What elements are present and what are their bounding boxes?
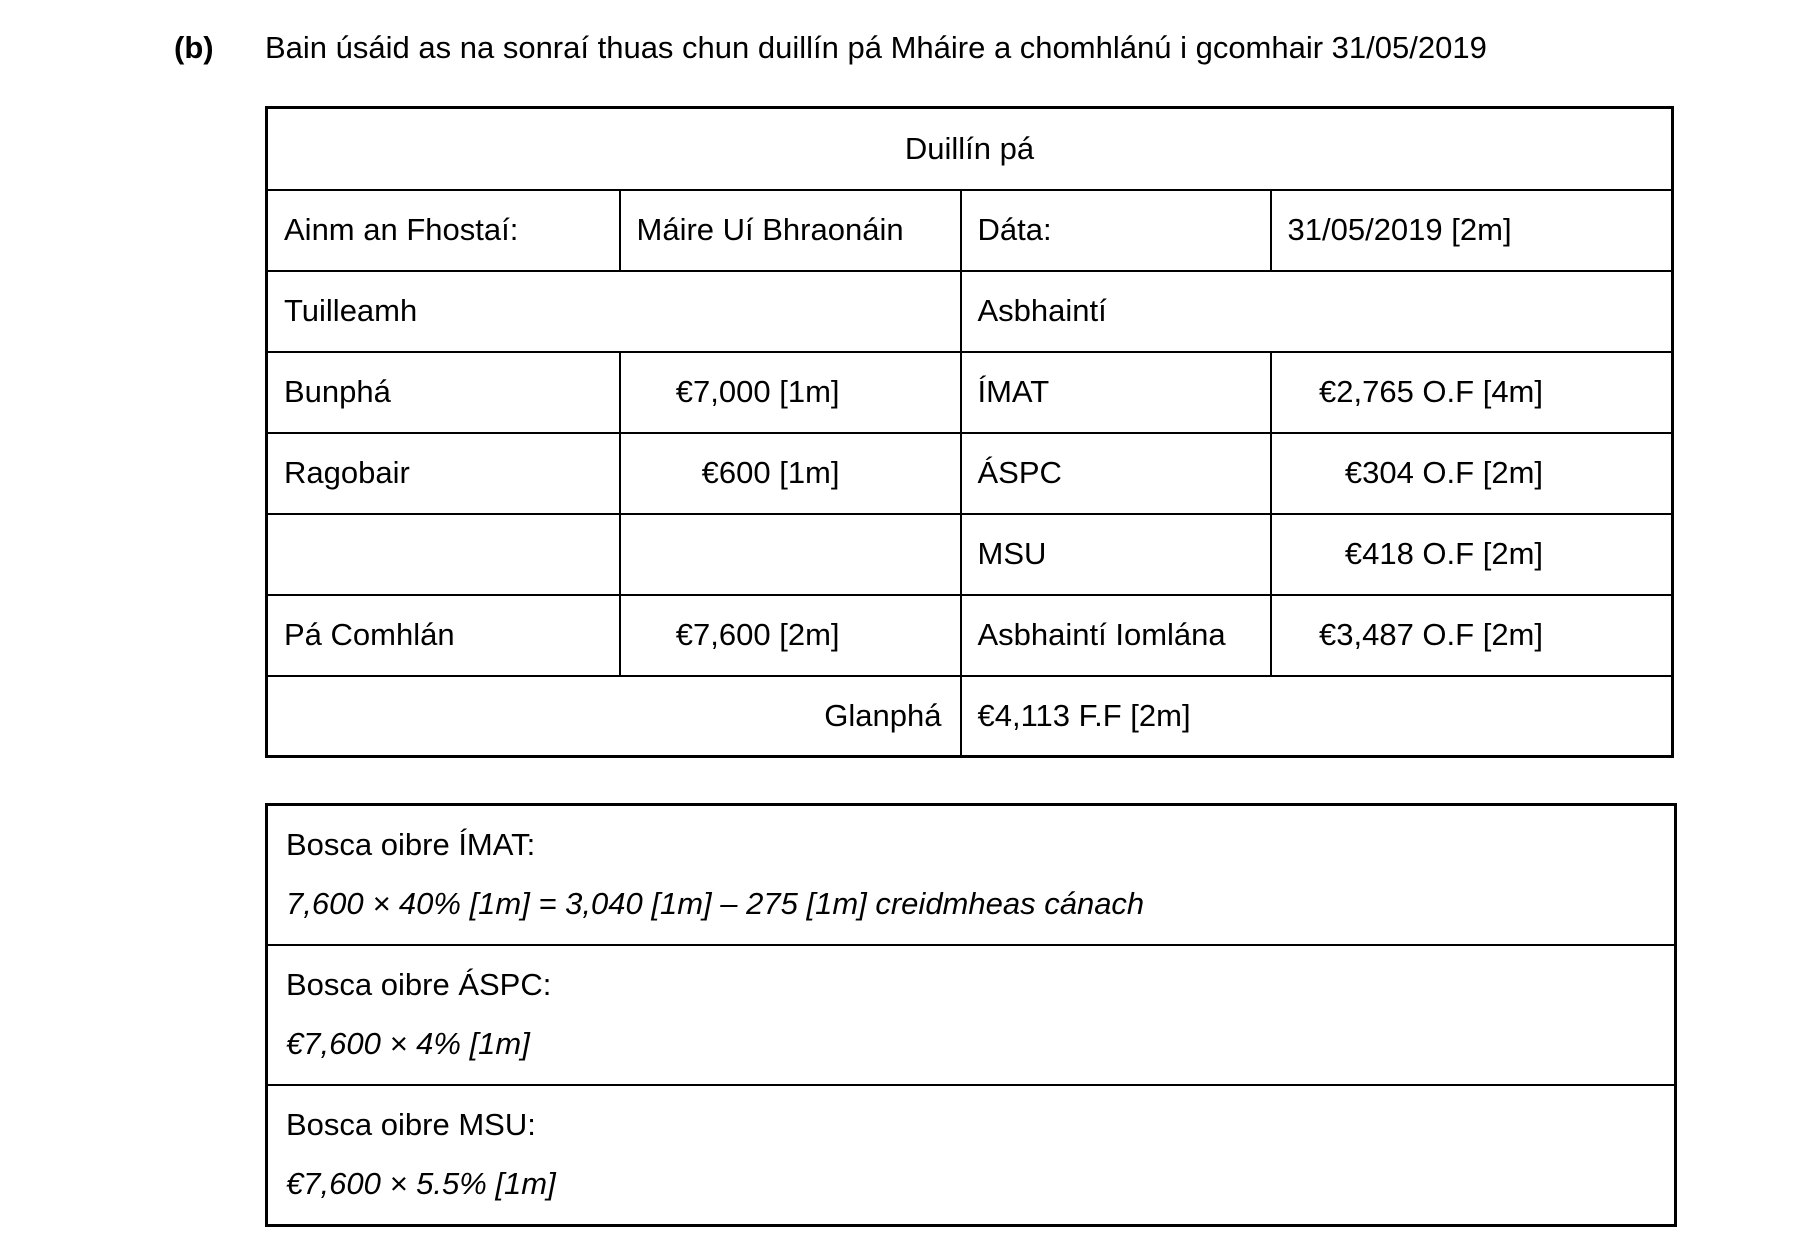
earnings-header: Tuilleamh: [267, 271, 961, 352]
table-row: [267, 352, 1673, 433]
deduction-value: €304 O.F [2m]: [1271, 433, 1673, 514]
workbox-msu-title: Bosca oibre MSU:: [286, 1107, 536, 1143]
workbox-row: [267, 805, 1676, 946]
deduction-label: ÁSPC: [961, 433, 1271, 514]
earning-value: [620, 514, 961, 595]
workbox-msu: [267, 1085, 1676, 1226]
workbox-row: [267, 945, 1676, 1085]
workbox-aspc-formula: €7,600 × 4% [1m]: [286, 1025, 530, 1061]
payslip-table: [265, 106, 1674, 758]
deductions-header: Asbhaintí: [961, 271, 1673, 352]
payslip-title-row: [267, 108, 1673, 190]
workbox-imat: [267, 805, 1676, 946]
table-row: [267, 433, 1673, 514]
employee-label: Ainm an Fhostaí:: [267, 190, 620, 271]
instruction-text: Bain úsáid as na sonraí thuas chun duillín pá Mháire a chomhlánú i gcomhair 31/05/2019: [265, 30, 1487, 65]
earning-label: Pá Comhlán: [267, 595, 620, 676]
workbox-table: [265, 803, 1677, 1227]
workbox-imat-formula: 7,600 × 40% [1m] = 3,040 [1m] – 275 [1m] creidmheas cánach: [286, 885, 1145, 921]
earning-label: [267, 514, 620, 595]
workbox-aspc-title: Bosca oibre ÁSPC:: [286, 967, 552, 1003]
payslip-title: Duillín pá: [267, 108, 1673, 190]
part-label: (b): [174, 30, 214, 65]
workbox-aspc: [267, 945, 1676, 1085]
deduction-label: ÍMAT: [961, 352, 1271, 433]
employee-date-row: [267, 190, 1673, 271]
deduction-value: €418 O.F [2m]: [1271, 514, 1673, 595]
earning-value: €600 [1m]: [620, 433, 961, 514]
workbox-msu-formula: €7,600 × 5.5% [1m]: [286, 1166, 556, 1202]
date-value: 31/05/2019 [2m]: [1271, 190, 1673, 271]
deduction-label: Asbhaintí Iomlána: [961, 595, 1271, 676]
workbox-imat-title: Bosca oibre ÍMAT:: [286, 827, 536, 862]
section-header-row: [267, 271, 1673, 352]
earning-value: €7,600 [2m]: [620, 595, 961, 676]
table-row: [267, 595, 1673, 676]
table-row: [267, 514, 1673, 595]
workbox-row: [267, 1085, 1676, 1226]
earning-label: Bunphá: [267, 352, 620, 433]
earning-label: Ragobair: [267, 433, 620, 514]
net-pay-row: [267, 676, 1673, 757]
question-header: [174, 30, 1487, 66]
deduction-label: MSU: [961, 514, 1271, 595]
employee-name: Máire Uí Bhraonáin: [620, 190, 961, 271]
net-pay-label: Glanphá: [267, 676, 961, 757]
deduction-value: €3,487 O.F [2m]: [1271, 595, 1673, 676]
date-label: Dáta:: [961, 190, 1271, 271]
earning-value: €7,000 [1m]: [620, 352, 961, 433]
deduction-value: €2,765 O.F [4m]: [1271, 352, 1673, 433]
net-pay-value: €4,113 F.F [2m]: [961, 676, 1673, 757]
